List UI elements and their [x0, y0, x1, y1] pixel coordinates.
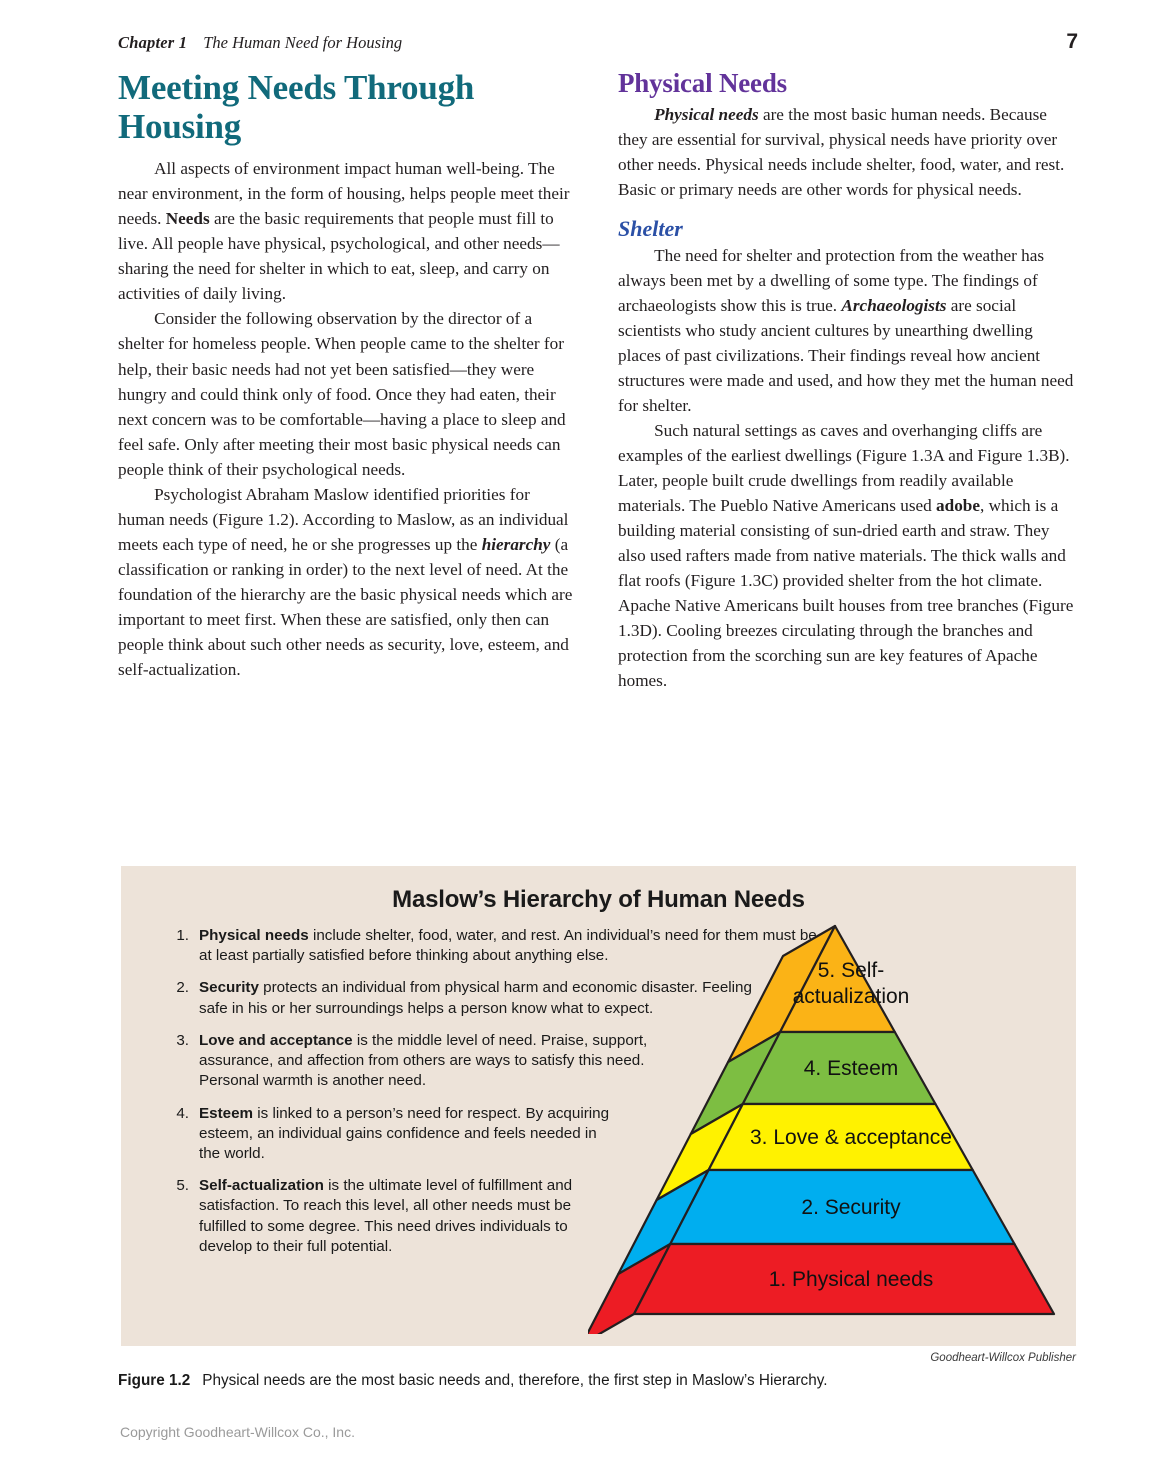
section-heading-physical-needs: Physical Needs [618, 68, 787, 98]
key-term: Physical needs [654, 105, 759, 124]
bold-term: Needs [165, 209, 210, 229]
paragraph [118, 306, 576, 481]
list-item-lead: Self-actualization [199, 1177, 324, 1195]
text-run: The need for shelter and protection from the weather has always been met by a dwelling of some type. The findings of archaeologists show this is true. [618, 246, 1045, 316]
list-item-lead: Security [199, 979, 259, 997]
list-item-text: is the ultimate level of fulfillment and satisfaction. To reach this level, all other needs must be fulfilled to some degree. This need drives individuals to develop to their full potential. [199, 1177, 573, 1255]
text-run: (a classification or ranking in order) to the next level of need. At the foundation of the hierarchy are the basic physical needs which are important to meet first. When these are satisfied, only then can people think about such other needs as security, love, esteem, and self-actualization. [118, 534, 573, 679]
pyramid-level-label-1: 1. Physical needs [768, 1268, 934, 1291]
list-item-text: is linked to a person’s need for respect. By acquiring esteem, an individual gains confidence and feels needed in the world. [199, 1104, 610, 1162]
maslow-pyramid-diagram [588, 914, 1068, 1334]
list-item [157, 1176, 579, 1257]
figure-caption-number: Figure 1.2 [118, 1372, 191, 1389]
list-item-number: 1. [176, 927, 189, 944]
key-term: hierarchy [481, 534, 551, 554]
figure-1-2 [121, 866, 1076, 1346]
text-run: All aspects of environment impact human well-being. The near environment, in the form of housing, helps people meet their needs. [118, 159, 570, 229]
pyramid-level-label-5: 5. Self-actualization [792, 959, 910, 1008]
text-run: Such natural settings as caves and overhanging cliffs are examples of the earliest dwellings (Figure 1.3A and Figure 1.3B). Later, people built crude dwellings from readily available materials. The Pueblo Native Americans used [618, 421, 1070, 516]
text-run: are the most basic human needs. Because they are essential for survival, physical needs have priority over other needs. Physical needs include shelter, food, water, and rest. Basic or primary needs are other words for physical needs. [618, 105, 1065, 200]
list-item-text: include shelter, food, water, and rest. An individual’s need for them must be at least partially satisfied before thinking about anything else. [199, 927, 817, 965]
list-item [157, 1104, 619, 1165]
figure-title: Maslow’s Hierarchy of Human Needs [392, 886, 805, 913]
paragraph [618, 418, 1076, 693]
list-item-number: 4. [176, 1104, 189, 1122]
pyramid-level-label-4: 4. Esteem [803, 1057, 899, 1080]
pyramid-level-label-3: 3. Love & acceptance [750, 1126, 952, 1149]
text-run: are social scientists who study ancient cultures by unearthing dwelling places of past civilizations. Their findings reveal how ancient structures were made and used, and how they met the human need for shelter. [618, 296, 1074, 416]
list-item-text: is the middle level of need. Praise, support, assurance, and affection from others are ways to satisfy this need. Personal warmth is another need. [199, 1031, 648, 1090]
running-head-chapter: Chapter 1 [118, 33, 188, 52]
list-item-number: 2. [176, 979, 189, 997]
running-head [118, 30, 1078, 54]
figure-caption [118, 1372, 1076, 1390]
text-run: Consider the following observation by the director of a shelter for homeless people. When people came to the shelter for help, their basic needs had not yet been satisfied—they were hungry and could think only of food. Once they had eaten, their next concern was to be comfortable—having a place to sleep and feel safe. Only after meeting their most basic physical needs can people think of their psychological needs. [118, 309, 566, 479]
bold-term: adobe [936, 496, 980, 516]
paragraph [118, 482, 576, 682]
page-title: Meeting Needs Through Housing [118, 68, 475, 147]
left-column [118, 68, 576, 693]
list-item-lead: Esteem [199, 1104, 254, 1122]
key-term: Archaeologists [841, 296, 947, 316]
paragraph [118, 156, 576, 306]
figure-credit: Goodheart-Willcox Publisher [930, 1352, 1076, 1364]
list-item-lead: Physical needs [199, 927, 309, 944]
list-item-lead: Love and acceptance [199, 1031, 353, 1049]
figure-caption-text: Physical needs are the most basic needs and, therefore, the first step in Maslow’s Hierarchy. [202, 1372, 828, 1389]
body-columns [118, 68, 1076, 693]
text-run: are the basic requirements that people must fill to live. All people have physical, psychological, and other needs—sharing the need for shelter in which to eat, sleep, and carry on activities of daily living. [118, 209, 560, 304]
list-item-text: protects an individual from physical harm and economic disaster. Feeling safe in his or her surroundings helps a person know what to expect. [199, 979, 752, 1017]
page-number: 7 [1066, 30, 1078, 53]
pyramid-level-label-2: 2. Security [801, 1196, 901, 1219]
running-head-chapter-title: The Human Need for Housing [203, 33, 403, 52]
list-item-number: 3. [176, 1031, 189, 1049]
paragraph [618, 243, 1076, 418]
list-item-number: 5. [176, 1177, 189, 1195]
pyramid-svg [588, 914, 1068, 1334]
paragraph [618, 102, 1076, 202]
right-column [618, 68, 1076, 693]
text-run: , which is a building material consisting of sun-dried earth and straw. They also used rafters made from native materials. The thick walls and flat roofs (Figure 1.3C) provided shelter from the hot climate. Apache Native Americans built houses from tree branches (Figure 1.3D). Cooling breezes circulating through the branches and protection from the scorching sun are key features of Apache homes. [618, 496, 1074, 691]
subsection-heading-shelter: Shelter [618, 216, 683, 242]
text-run: Psychologist Abraham Maslow identified priorities for human needs (Figure 1.2). According to Maslow, as an individual meets each type of need, he or she progresses up the [118, 484, 569, 554]
copyright-footer: Copyright Goodheart-Willcox Co., Inc. [120, 1424, 355, 1440]
